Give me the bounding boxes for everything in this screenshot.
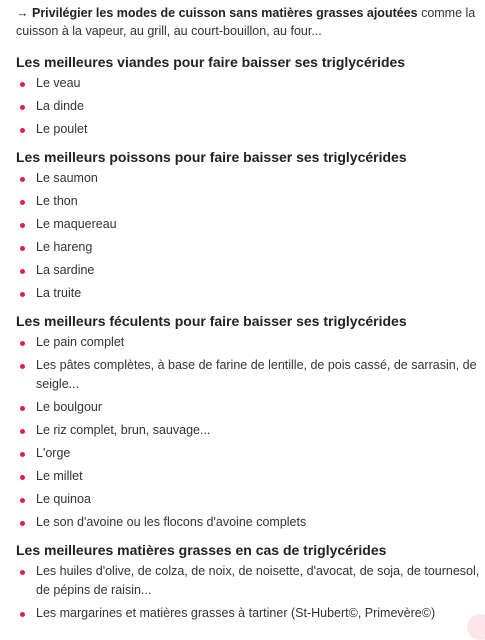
bullet-icon: [20, 570, 25, 575]
bullet-icon: [20, 475, 25, 480]
bullet-icon: [20, 269, 25, 274]
bullet-icon: [20, 82, 25, 87]
bullet-icon: [20, 292, 25, 297]
intro-text: comme la cuisson à la vapeur, au grill, au court-bouillon, au four...: [16, 6, 476, 38]
list-item-text: Les margarines et matières grasses à tartiner (St-Hubert©, Primevère©): [36, 606, 436, 620]
section-heading: Les meilleurs poissons pour faire baisser ses triglycérides: [16, 149, 407, 165]
sections-container: [16, 50, 480, 623]
list-item-text: Le hareng: [36, 240, 93, 254]
list-item: [16, 74, 480, 93]
bullet-icon: [20, 406, 25, 411]
list-item-text: Le son d'avoine ou les flocons d'avoine complets: [36, 515, 307, 529]
list-item-text: L'orge: [36, 446, 71, 460]
bullet-icon: [20, 521, 25, 526]
food-list: [16, 74, 480, 139]
list-item: [16, 467, 480, 486]
bullet-icon: [20, 246, 25, 251]
section-heading: Les meilleurs féculents pour faire baisser ses triglycérides: [16, 313, 407, 329]
list-item: [16, 169, 480, 188]
bullet-icon: [20, 200, 25, 205]
list-item: [16, 192, 480, 211]
list-item: [16, 490, 480, 509]
intro-emphasis: Privilégier les modes de cuisson sans matières grasses ajoutées: [31, 6, 418, 20]
list-item-text: Le veau: [36, 76, 81, 90]
section-heading: Les meilleures matières grasses en cas de triglycérides: [16, 542, 387, 558]
list-item: [16, 333, 480, 352]
corner-decoration: [467, 614, 485, 640]
food-list: [16, 169, 480, 303]
intro-arrow: →: [16, 6, 29, 20]
list-item-text: Les pâtes complètes, à base de farine de lentille, de pois cassé, de sarrasin, de seigle...: [36, 358, 477, 391]
food-list: [16, 562, 480, 623]
bullet-icon: [20, 364, 25, 369]
bullet-icon: [20, 429, 25, 434]
intro-paragraph: [16, 4, 480, 40]
list-item: [16, 215, 480, 234]
list-item-text: Le saumon: [36, 171, 98, 185]
list-item: [16, 238, 480, 257]
list-item-text: Le maquereau: [36, 217, 117, 231]
bullet-icon: [20, 128, 25, 133]
list-item: [16, 284, 480, 303]
list-item-text: Le riz complet, brun, sauvage...: [36, 423, 211, 437]
article-body: [16, 4, 480, 629]
list-item: [16, 513, 480, 532]
bullet-icon: [20, 498, 25, 503]
list-item-text: Le poulet: [36, 122, 88, 136]
list-item: [16, 562, 480, 600]
list-item: [16, 604, 480, 623]
list-item: [16, 356, 480, 394]
list-item-text: Le quinoa: [36, 492, 91, 506]
bullet-icon: [20, 223, 25, 228]
list-item-text: La truite: [36, 286, 82, 300]
list-item-text: Le thon: [36, 194, 78, 208]
bullet-icon: [20, 105, 25, 110]
list-item: [16, 120, 480, 139]
bullet-icon: [20, 612, 25, 617]
list-item: [16, 398, 480, 417]
list-item-text: Le boulgour: [36, 400, 103, 414]
list-item: [16, 97, 480, 116]
list-item: [16, 421, 480, 440]
bullet-icon: [20, 452, 25, 457]
list-item-text: Le millet: [36, 469, 83, 483]
list-item-text: La sardine: [36, 263, 95, 277]
list-item: [16, 261, 480, 280]
list-item-text: Le pain complet: [36, 335, 125, 349]
bullet-icon: [20, 177, 25, 182]
bullet-icon: [20, 341, 25, 346]
list-item-text: Les huiles d'olive, de colza, de noix, de noisette, d'avocat, de soja, de tournesol, de pépins de raisin...: [36, 564, 480, 597]
food-list: [16, 333, 480, 532]
list-item-text: La dinde: [36, 99, 84, 113]
section-heading: Les meilleures viandes pour faire baisser ses triglycérides: [16, 54, 406, 70]
list-item: [16, 444, 480, 463]
